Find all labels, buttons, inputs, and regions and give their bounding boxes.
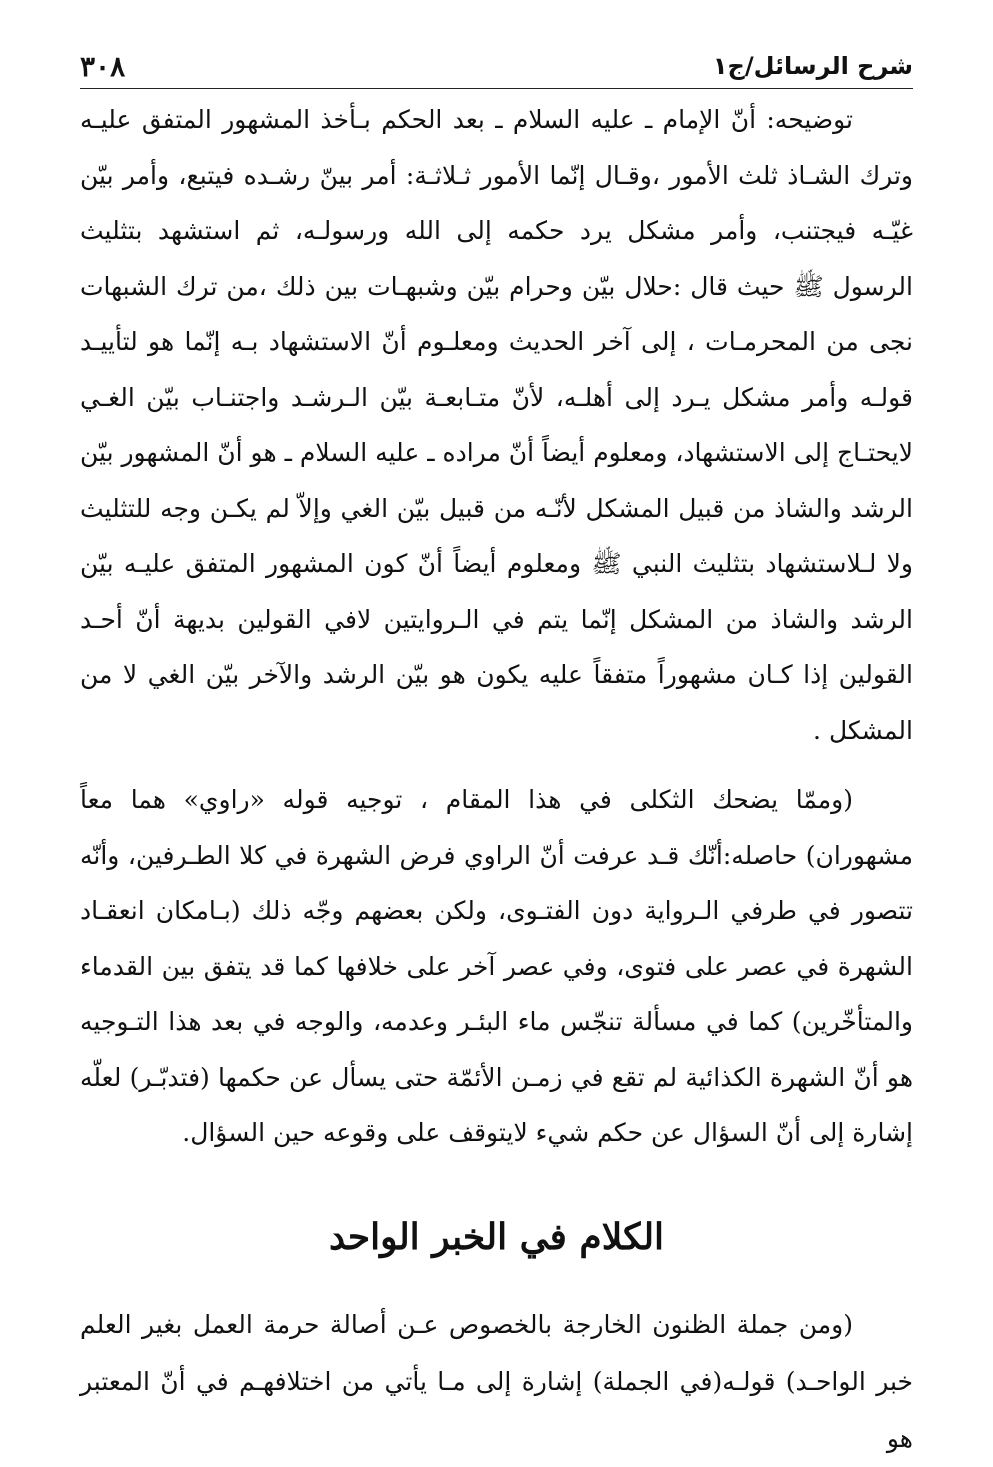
section-title: الكلام في الخبر الواحد	[328, 1216, 665, 1258]
section-paragraph: (ومن جملة الظنون الخارجة بالخصوص عـن أصالة حرمة العمل بغير العلم خبر الواحـد) قولـه(في الجملة) إشارة إلى مـا يأتي من اختلافهـم في أنّ المعتبر هو	[80, 1310, 913, 1453]
page-header	[80, 44, 913, 89]
paragraph-commentary: (وممّا يضحك الثكلى في هذا المقام ، توجيه قوله «راوي» هما معاً مشهوران) حاصله:أنّك قـد عرفت أنّ الراوي فرض الشهرة في كلا الطـرفين، وأنّه تتصور في طرفي الـرواية دون الفتـوى، ولكن بعضهم وجّه ذلك (بـامكان انعقـاد الشهرة في عصر على فتوى، وفي عصر آخر على خلافها كما قد يتفق بين القدماء والمتأخّرين) كما في مسألة تنجّس ماء البئـر وعدمه، والوجه في بعد هذا التـوجيه هو أنّ الشهرة الكذائية لم تقع في زمـن الأئمّة حتى يسأل عن حكمها (فتدبّـر) لعلّه إشارة إلى أنّ السؤال عن حكم شيء لايتوقف على وقوعه حين السؤال.	[80, 785, 913, 1147]
running-title: شرح الرسائل/ج١	[712, 52, 913, 80]
body-text	[80, 92, 913, 1161]
paragraph-explanation: توضيحه: أنّ الإمام ـ عليه السلام ـ بعد الحكم بـأخذ المشهور المتفق عليـه وترك الشـاذ ثلث الأمور ،وقـال إنّما الأمور ثـلاثـة: أمر بينّ رشـده فيتبع، وأمر بيّن غيّـه فيجتنب، وأمر مشكل يرد حكمه إلى الله ورسولـه، ثم استشهد بتثليث الرسول ﷺ حيث قال :حلال بيّن وحرام بيّن وشبهـات بين ذلك ،من ترك الشبهات نجى من المحرمـات ، إلى آخر الحديث ومعلـوم أنّ الاستشهاد بـه إنّما هو لتأييـد قولـه وأمر مشكل يـرد إلى أهلـه، لأنّ متـابعـة بيّن الـرشـد واجتنـاب بيّن الغـي لايحتـاج إلى الاستشهاد، ومعلوم أيضاً أنّ مراده ـ عليه السلام ـ هو أنّ المشهور بيّن الرشد والشاذ من قبيل المشكل لأنّـه من قبيل بيّن الغي وإلاّ لم يكـن وجه للتثليث ولا لـلاستشهاد بتثليث النبي ﷺ ومعلوم أيضاً أنّ كون المشهور المتفق عليـه بيّن الرشد والشاذ من المشكل إنّما يتم في الـروايتين لافي القولين بديهة أنّ أحـد القولين إذا كـان مشهوراً متفقاً عليه يكون هو بيّن الرشد والآخر بيّن الغي لا من المشكل .	[80, 105, 913, 745]
page-number: ٣٠٨	[80, 49, 126, 83]
